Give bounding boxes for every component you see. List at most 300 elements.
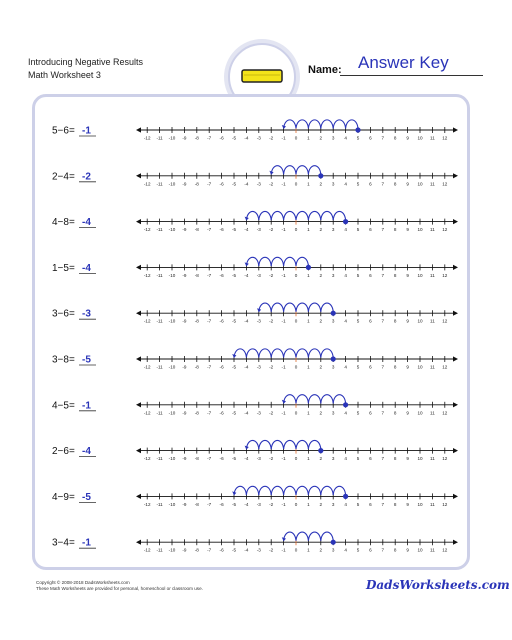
hop-arc bbox=[308, 532, 320, 541]
tick-label: -8 bbox=[194, 181, 199, 187]
tick-label: -11 bbox=[156, 181, 163, 187]
start-dot bbox=[318, 173, 323, 178]
problem-question: 4−9= bbox=[52, 491, 75, 503]
answer-key-label: Answer Key bbox=[358, 53, 449, 72]
tick-label: -5 bbox=[231, 410, 237, 416]
tick-label: -10 bbox=[168, 410, 176, 416]
tick-label: -8 bbox=[194, 272, 199, 278]
tick-label: 0 bbox=[294, 181, 298, 187]
problem-question: 4−5= bbox=[52, 400, 75, 412]
tick-label: 1 bbox=[307, 135, 310, 141]
tick-label: 9 bbox=[406, 456, 409, 462]
hop-arcs bbox=[232, 349, 333, 358]
tick-label: -5 bbox=[231, 181, 237, 187]
left-arrow-icon bbox=[136, 311, 141, 316]
tick-label: -2 bbox=[269, 272, 274, 278]
start-dot bbox=[318, 448, 323, 453]
tick-label: -3 bbox=[256, 501, 261, 507]
tick-label: 2 bbox=[319, 135, 323, 141]
tick-label: 11 bbox=[430, 272, 435, 278]
tick-label: 8 bbox=[393, 456, 397, 462]
tick-label: 4 bbox=[344, 318, 347, 324]
tick-label: 12 bbox=[442, 135, 448, 141]
tick-label: 10 bbox=[417, 227, 423, 233]
tick-label: -1 bbox=[281, 272, 286, 278]
tick-label: -9 bbox=[182, 227, 187, 233]
hop-arc bbox=[321, 349, 333, 358]
tick-label: -12 bbox=[143, 227, 151, 233]
hop-arc bbox=[246, 349, 258, 358]
tick-label: 7 bbox=[381, 272, 385, 278]
tick-label: -6 bbox=[219, 181, 224, 187]
tick-label: 5 bbox=[356, 547, 360, 553]
tick-label: 7 bbox=[381, 501, 385, 507]
tick-label: 12 bbox=[442, 272, 448, 278]
tick-label: -10 bbox=[168, 318, 176, 324]
tick-label: -9 bbox=[182, 410, 187, 416]
tick-label: -11 bbox=[156, 272, 163, 278]
tick-label: -7 bbox=[207, 227, 212, 233]
hop-arc bbox=[246, 257, 258, 266]
tick-label: 0 bbox=[294, 501, 298, 507]
tick-label: 6 bbox=[369, 227, 372, 233]
tick-label: 10 bbox=[417, 456, 423, 462]
tick-label: -2 bbox=[269, 547, 274, 553]
tick-label: 11 bbox=[430, 456, 435, 462]
tick-label: 4 bbox=[344, 410, 347, 416]
problem-question: 3−6= bbox=[52, 308, 75, 320]
tick-label: 5 bbox=[356, 318, 360, 324]
hop-arc bbox=[271, 211, 283, 220]
tick-label: 2 bbox=[319, 501, 323, 507]
tick-label: 11 bbox=[430, 318, 435, 324]
tick-label: 5 bbox=[356, 410, 360, 416]
tick-label: -2 bbox=[269, 318, 274, 324]
tick-label: -12 bbox=[143, 318, 151, 324]
tick-label: -1 bbox=[281, 135, 286, 141]
hop-arc bbox=[321, 395, 333, 404]
hop-arcs bbox=[257, 303, 333, 312]
tick-label: -3 bbox=[256, 272, 261, 278]
tick-label: 9 bbox=[406, 501, 409, 507]
start-dot bbox=[343, 494, 348, 499]
tick-label: 7 bbox=[381, 456, 385, 462]
tick-label: 2 bbox=[319, 181, 323, 187]
tick-label: 2 bbox=[319, 456, 323, 462]
hop-arc bbox=[284, 349, 296, 358]
tick-label: 12 bbox=[442, 501, 448, 507]
tick-label: -12 bbox=[143, 364, 151, 370]
hop-arc bbox=[296, 211, 308, 220]
dadsworksheets-logo bbox=[366, 572, 510, 598]
problem-answer: -5 bbox=[82, 354, 91, 366]
tick-label: -3 bbox=[256, 364, 261, 370]
hop-arc bbox=[259, 303, 271, 312]
right-arrow-icon bbox=[453, 448, 458, 453]
tick-label: -8 bbox=[194, 364, 199, 370]
tick-label: -6 bbox=[219, 547, 224, 553]
tick-label: 0 bbox=[294, 135, 298, 141]
logo-text: DadsWorksheets.com bbox=[366, 578, 510, 592]
tick-label: 9 bbox=[406, 318, 409, 324]
hop-arc bbox=[284, 120, 296, 129]
tick-label: 10 bbox=[417, 272, 423, 278]
tick-label: -5 bbox=[231, 135, 237, 141]
problem-answer: -2 bbox=[82, 171, 91, 183]
tick-label: 2 bbox=[319, 364, 323, 370]
tick-label: 9 bbox=[406, 181, 409, 187]
problem-question: 3−8= bbox=[52, 354, 75, 366]
tick-label: 6 bbox=[369, 135, 372, 141]
tick-label: -9 bbox=[182, 456, 187, 462]
tick-label: -3 bbox=[256, 547, 261, 553]
tick-label: 3 bbox=[331, 272, 335, 278]
problem-answer: -3 bbox=[82, 308, 91, 320]
tick-label: -7 bbox=[207, 135, 212, 141]
hop-arc bbox=[296, 257, 308, 266]
tick-label: 4 bbox=[344, 135, 347, 141]
hop-arc bbox=[321, 211, 333, 220]
tick-label: 1 bbox=[307, 318, 310, 324]
tick-label: 2 bbox=[319, 318, 323, 324]
hop-arcs bbox=[282, 395, 346, 404]
hop-arc bbox=[308, 486, 320, 495]
hop-arcs bbox=[245, 440, 321, 449]
tick-label: 9 bbox=[406, 364, 409, 370]
tick-label: 3 bbox=[331, 410, 335, 416]
tick-label: 11 bbox=[430, 135, 435, 141]
hop-arc bbox=[308, 349, 320, 358]
problem-row bbox=[52, 395, 458, 416]
hop-arc bbox=[271, 349, 283, 358]
tick-label: 3 bbox=[331, 501, 335, 507]
problem-row bbox=[52, 440, 458, 461]
tick-label: -1 bbox=[281, 501, 286, 507]
hop-arc bbox=[321, 486, 333, 495]
tick-label: 4 bbox=[344, 272, 347, 278]
tick-label: -1 bbox=[281, 318, 286, 324]
tick-label: -8 bbox=[194, 410, 199, 416]
hop-arcs bbox=[245, 211, 346, 220]
tick-label: -12 bbox=[143, 547, 151, 553]
tick-label: 9 bbox=[406, 272, 409, 278]
tick-label: 5 bbox=[356, 456, 360, 462]
hop-arc bbox=[284, 166, 296, 175]
hop-arc bbox=[271, 257, 283, 266]
tick-label: -6 bbox=[219, 364, 224, 370]
tick-label: -3 bbox=[256, 227, 261, 233]
tick-label: 8 bbox=[393, 227, 397, 233]
tick-label: -6 bbox=[219, 501, 224, 507]
tick-label: -3 bbox=[256, 410, 261, 416]
tick-label: -10 bbox=[168, 501, 176, 507]
problem-row bbox=[52, 166, 458, 187]
problem-question: 1−5= bbox=[52, 262, 75, 274]
hop-arc bbox=[308, 211, 320, 220]
tick-label: -2 bbox=[269, 364, 274, 370]
tick-label: -12 bbox=[143, 181, 151, 187]
tick-label: -1 bbox=[281, 181, 286, 187]
tick-label: -5 bbox=[231, 456, 237, 462]
tick-label: -3 bbox=[256, 135, 261, 141]
hop-arc bbox=[333, 120, 345, 129]
left-arrow-icon bbox=[136, 356, 141, 361]
right-arrow-icon bbox=[453, 402, 458, 407]
tick-label: 4 bbox=[344, 501, 347, 507]
tick-label: -11 bbox=[156, 318, 163, 324]
hop-arcs bbox=[282, 532, 333, 541]
tick-label: -10 bbox=[168, 135, 176, 141]
tick-label: -2 bbox=[269, 135, 274, 141]
tick-label: -11 bbox=[156, 364, 163, 370]
tick-label: -7 bbox=[207, 272, 212, 278]
tick-label: -10 bbox=[168, 227, 176, 233]
tick-label: 8 bbox=[393, 364, 397, 370]
footer-copyright bbox=[36, 580, 203, 592]
tick-label: -7 bbox=[207, 181, 212, 187]
hop-arc bbox=[296, 166, 308, 175]
tick-label: 5 bbox=[356, 181, 360, 187]
tick-label: 1 bbox=[307, 547, 310, 553]
hop-arc bbox=[271, 166, 283, 175]
tick-label: -4 bbox=[244, 135, 249, 141]
problem-row bbox=[52, 532, 458, 553]
tick-label: -2 bbox=[269, 227, 274, 233]
tick-label: -11 bbox=[156, 410, 163, 416]
hop-arcs bbox=[282, 120, 358, 129]
tick-label: 2 bbox=[319, 410, 323, 416]
tick-label: 1 bbox=[307, 410, 310, 416]
tick-label: 1 bbox=[307, 227, 310, 233]
hop-arc bbox=[259, 440, 271, 449]
right-arrow-icon bbox=[453, 540, 458, 545]
tick-label: -6 bbox=[219, 456, 224, 462]
tick-label: 9 bbox=[406, 410, 409, 416]
tick-label: 2 bbox=[319, 227, 323, 233]
copyright-text: Copyright © 2008-2018 DadsWorksheets.com bbox=[36, 580, 130, 585]
hop-arc bbox=[271, 440, 283, 449]
tick-label: -4 bbox=[244, 364, 249, 370]
tick-label: -7 bbox=[207, 547, 212, 553]
problem-answer: -4 bbox=[82, 446, 91, 458]
hop-arc bbox=[308, 303, 320, 312]
start-dot bbox=[343, 402, 348, 407]
tick-label: -12 bbox=[143, 501, 151, 507]
tick-label: -4 bbox=[244, 272, 249, 278]
tick-label: 8 bbox=[393, 318, 397, 324]
hop-arc bbox=[296, 440, 308, 449]
left-arrow-icon bbox=[136, 173, 141, 178]
tick-label: 11 bbox=[430, 547, 435, 553]
hop-arcs bbox=[245, 257, 309, 266]
tick-label: -6 bbox=[219, 227, 224, 233]
tick-label: -4 bbox=[244, 181, 249, 187]
tick-label: 12 bbox=[442, 181, 448, 187]
tick-label: 1 bbox=[307, 456, 310, 462]
tick-label: 3 bbox=[331, 456, 335, 462]
left-arrow-icon bbox=[136, 127, 141, 132]
worksheet-title-line1: Introducing Negative Results bbox=[28, 57, 144, 67]
right-arrow-icon bbox=[453, 127, 458, 132]
tick-label: -10 bbox=[168, 364, 176, 370]
tick-label: -4 bbox=[244, 318, 249, 324]
hop-arcs bbox=[232, 486, 345, 495]
tick-label: -4 bbox=[244, 410, 249, 416]
tick-label: 0 bbox=[294, 227, 298, 233]
problem-question: 2−6= bbox=[52, 446, 75, 458]
hop-arc bbox=[308, 395, 320, 404]
name-label: Name: bbox=[308, 64, 342, 76]
hop-arc bbox=[284, 303, 296, 312]
tick-label: 0 bbox=[294, 547, 298, 553]
problem-row bbox=[52, 486, 458, 507]
left-arrow-icon bbox=[136, 494, 141, 499]
tick-label: 0 bbox=[294, 364, 298, 370]
hop-arc bbox=[296, 532, 308, 541]
tick-label: 6 bbox=[369, 410, 372, 416]
tick-label: 12 bbox=[442, 410, 448, 416]
tick-label: -8 bbox=[194, 456, 199, 462]
problem-question: 2−4= bbox=[52, 171, 75, 183]
tick-label: -7 bbox=[207, 501, 212, 507]
tick-label: -12 bbox=[143, 272, 151, 278]
hop-arc bbox=[308, 440, 320, 449]
tick-label: 0 bbox=[294, 318, 298, 324]
tick-label: -2 bbox=[269, 456, 274, 462]
tick-label: 3 bbox=[331, 364, 335, 370]
tick-label: 5 bbox=[356, 135, 360, 141]
hop-arc bbox=[271, 486, 283, 495]
tick-label: -11 bbox=[156, 135, 163, 141]
right-arrow-icon bbox=[453, 219, 458, 224]
tick-label: 4 bbox=[344, 456, 347, 462]
hop-arc bbox=[259, 257, 271, 266]
tick-label: -4 bbox=[244, 227, 249, 233]
tick-label: 11 bbox=[430, 410, 435, 416]
tick-label: -3 bbox=[256, 456, 261, 462]
tick-label: -2 bbox=[269, 501, 274, 507]
tick-label: 5 bbox=[356, 272, 360, 278]
tick-label: 8 bbox=[393, 547, 397, 553]
tick-label: -5 bbox=[231, 364, 237, 370]
tick-label: -10 bbox=[168, 547, 176, 553]
tick-label: -10 bbox=[168, 181, 176, 187]
tick-label: 4 bbox=[344, 547, 347, 553]
tick-label: 12 bbox=[442, 364, 448, 370]
problem-row bbox=[52, 120, 458, 141]
tick-label: 6 bbox=[369, 272, 372, 278]
tick-label: -9 bbox=[182, 318, 187, 324]
tick-label: -1 bbox=[281, 227, 286, 233]
tick-label: 3 bbox=[331, 135, 335, 141]
tick-label: -1 bbox=[281, 364, 286, 370]
tick-label: 2 bbox=[319, 272, 323, 278]
hop-arc bbox=[246, 440, 258, 449]
tick-label: 1 bbox=[307, 501, 310, 507]
tick-label: 7 bbox=[381, 364, 385, 370]
tick-label: -10 bbox=[168, 272, 176, 278]
tick-label: -5 bbox=[231, 227, 237, 233]
tick-label: 3 bbox=[331, 547, 335, 553]
tick-label: 5 bbox=[356, 227, 360, 233]
left-arrow-icon bbox=[136, 265, 141, 270]
problem-question: 4−8= bbox=[52, 217, 75, 229]
tick-label: 3 bbox=[331, 318, 335, 324]
tick-label: -9 bbox=[182, 272, 187, 278]
tick-label: -11 bbox=[156, 227, 163, 233]
tick-label: 3 bbox=[331, 181, 335, 187]
tick-label: -3 bbox=[256, 181, 261, 187]
tick-label: 7 bbox=[381, 547, 385, 553]
tick-label: 4 bbox=[344, 181, 347, 187]
tick-label: -4 bbox=[244, 501, 249, 507]
problem-question: 3−4= bbox=[52, 537, 75, 549]
tick-label: 10 bbox=[417, 364, 423, 370]
left-arrow-icon bbox=[136, 402, 141, 407]
hop-arc bbox=[284, 440, 296, 449]
left-arrow-icon bbox=[136, 448, 141, 453]
tick-label: -12 bbox=[143, 456, 151, 462]
start-dot bbox=[331, 311, 336, 316]
problem-question: 5−6= bbox=[52, 125, 75, 137]
problem-answer: -4 bbox=[82, 217, 91, 229]
tick-label: 11 bbox=[430, 227, 435, 233]
tick-label: -11 bbox=[156, 456, 163, 462]
tick-label: 2 bbox=[319, 547, 323, 553]
tick-label: 10 bbox=[417, 318, 423, 324]
tick-label: 6 bbox=[369, 364, 372, 370]
tick-label: 0 bbox=[294, 456, 298, 462]
tick-label: 5 bbox=[356, 364, 360, 370]
tick-label: -5 bbox=[231, 501, 237, 507]
tick-label: -4 bbox=[244, 456, 249, 462]
hop-arc bbox=[308, 166, 320, 175]
tick-label: 1 bbox=[307, 364, 310, 370]
tick-label: -2 bbox=[269, 181, 274, 187]
tick-label: -6 bbox=[219, 410, 224, 416]
hop-arc bbox=[259, 486, 271, 495]
tick-label: -8 bbox=[194, 501, 199, 507]
hop-arc bbox=[284, 395, 296, 404]
tick-label: -5 bbox=[231, 318, 237, 324]
start-dot bbox=[331, 540, 336, 545]
tick-label: 12 bbox=[442, 318, 448, 324]
tick-label: 12 bbox=[442, 456, 448, 462]
tick-label: -4 bbox=[244, 547, 249, 553]
right-arrow-icon bbox=[453, 311, 458, 316]
tick-label: 10 bbox=[417, 410, 423, 416]
hop-arc bbox=[259, 349, 271, 358]
tick-label: 6 bbox=[369, 318, 372, 324]
tick-label: -12 bbox=[143, 410, 151, 416]
tick-label: 12 bbox=[442, 227, 448, 233]
hop-arc bbox=[333, 486, 345, 495]
hop-arc bbox=[284, 257, 296, 266]
hop-arc bbox=[296, 303, 308, 312]
hop-arc bbox=[234, 486, 246, 495]
tick-label: 0 bbox=[294, 272, 298, 278]
tick-label: 7 bbox=[381, 135, 385, 141]
tick-label: -8 bbox=[194, 318, 199, 324]
problem-answer: -5 bbox=[82, 491, 91, 503]
hop-arc bbox=[333, 211, 345, 220]
tick-label: -6 bbox=[219, 272, 224, 278]
hop-arc bbox=[271, 303, 283, 312]
tick-label: -5 bbox=[231, 547, 237, 553]
tick-label: 10 bbox=[417, 501, 423, 507]
tick-label: 6 bbox=[369, 501, 372, 507]
hop-arc bbox=[296, 349, 308, 358]
